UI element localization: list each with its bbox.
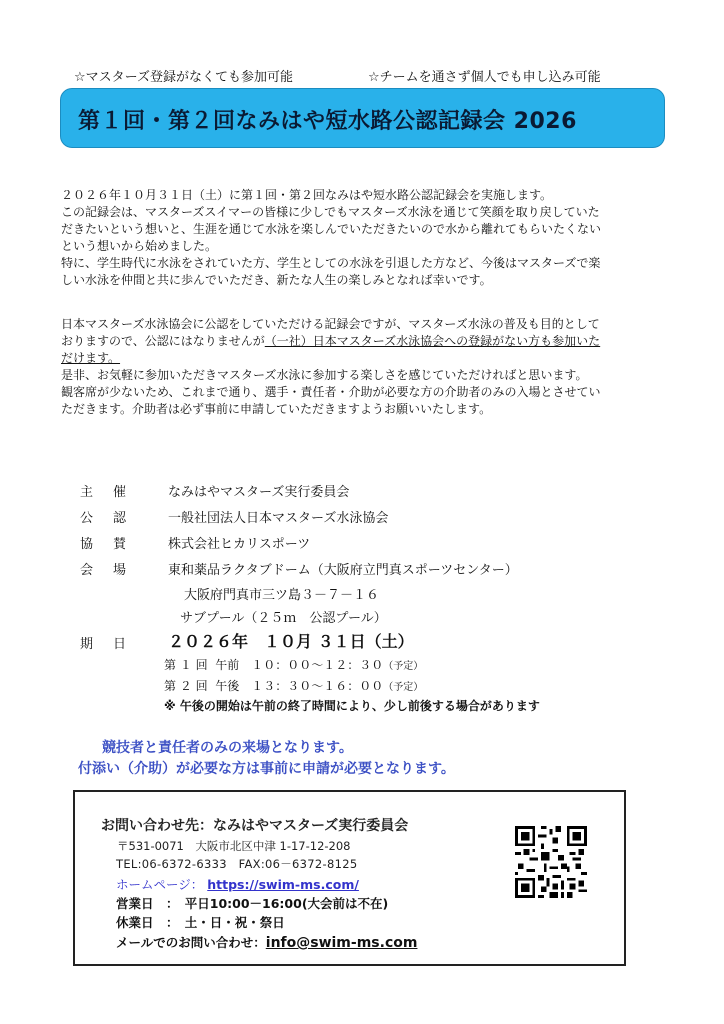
- sponsor-value: 株式会社ヒカリスポーツ: [168, 537, 311, 552]
- contact-hours: 営業日 ： 平日10:00－16:00(大会前は不在): [116, 896, 389, 911]
- contact-postal: 〒531-0071 大阪市北区中津 1-17-12-208: [117, 839, 351, 853]
- page-title: 第１回・第２回なみはや短水路公認記録会 2026: [78, 109, 577, 134]
- host-label: 主催: [80, 485, 126, 500]
- top-note-right: ☆チームを通さず個人でも申し込み可能: [368, 70, 601, 85]
- contact-title: お問い合わせ先：なみはやマスターズ実行委員会: [101, 818, 409, 834]
- schedule-note: ※ 午後の開始は午前の終了時間により、少し前後する場合があります: [164, 699, 540, 713]
- venue-label: 会場: [80, 563, 126, 578]
- contact-closed: 休業日 ： 土・日・祝・祭日: [116, 915, 285, 930]
- venue-value: 東和薬品ラクタブドーム（大阪府立門真スポーツセンター）: [168, 563, 518, 578]
- intro-line: この記録会は、マスターズスイマーの皆様に少しでもマスターズ水泳を通じて笑顔を取り戻していた: [61, 205, 600, 219]
- session-1-planned: （予定）: [383, 661, 424, 672]
- host-value: なみはやマスターズ実行委員会: [168, 485, 350, 500]
- intro-line: ただきます。介助者は必ず事前に申請していただきますようお願いいたします。: [61, 402, 492, 416]
- intro-paragraph-2: [61, 316, 601, 418]
- intro-line: 日本マスターズ水泳協会に公認をしていただける記録会ですが、マスターズ水泳の普及も目的として: [61, 317, 600, 331]
- venue-pool: サブプール（２５ｍ 公認プール）: [180, 611, 387, 626]
- intro-line: だきたいという想いと、生涯を通じて水泳を楽しんでいただきたいので水から離れてもらいたくない: [61, 222, 602, 236]
- contact-phone: TEL:06-6372-6333 FAX:06－6372-8125: [116, 857, 358, 871]
- intro-line: [61, 333, 601, 350]
- intro-line: 特に、学生時代に水泳をされていた方、学生としての水泳を引退した方など、今後はマスターズで楽: [61, 256, 601, 270]
- date-label: 期日: [80, 637, 126, 652]
- notice-line-1: 競技者と責任者のみの来場となります。: [102, 740, 353, 756]
- sponsor-label: 協賛: [80, 537, 126, 552]
- contact-homepage: [116, 875, 359, 893]
- contact-email: [116, 933, 417, 951]
- homepage-link[interactable]: https://swim-ms.com/: [207, 877, 359, 892]
- session-2-name: 第 ２ 回: [164, 679, 208, 693]
- intro-paragraph-1: [61, 187, 601, 289]
- cert-label: 公認: [80, 511, 126, 526]
- intro-line: しい水泳を仲間と共に歩んでいただき、新たな人生の楽しみとなれば幸いです。: [61, 273, 492, 287]
- email-link[interactable]: info@swim-ms.com: [265, 935, 418, 951]
- intro-line: 是非、お気軽に参加いただきマスターズ水泳に参加する楽しさを感じていただければと思います。: [61, 368, 588, 382]
- session-2-time: 午後 １３：３０～１６：００: [215, 679, 384, 693]
- intro-text: おりますので、公認にはなりませんが: [61, 334, 265, 348]
- session-2-planned: （予定）: [383, 682, 424, 693]
- email-label: メールでのお問い合わせ：: [116, 935, 266, 950]
- intro-line: 観客席が少ないため、これまで通り、選手・責任者・介助が必要な方の介助者のみの入場とさせてい: [61, 385, 601, 399]
- session-1: [164, 656, 423, 673]
- event-date: ２０２６年 １０月 ３１日（土）: [168, 632, 414, 651]
- intro-line: という想いから始めました。: [61, 239, 218, 253]
- cert-value: 一般社団法人日本マスターズ水泳協会: [168, 511, 389, 526]
- notice-line-2: 付添い（介助）が必要な方は事前に申請が必要となります。: [78, 761, 455, 777]
- homepage-label: ホームページ：: [116, 877, 204, 892]
- registration-note: （一社）日本マスターズ水泳協会への登録がない方も参加いた: [264, 334, 601, 348]
- venue-address: 大阪府門真市三ツ島３－７－１６: [184, 588, 380, 603]
- session-1-name: 第 １ 回: [164, 658, 208, 672]
- intro-line: ２０２６年１０月３１日（土）に第１回・第２回なみはや短水路公認記録会を実施します。: [61, 188, 553, 202]
- top-note-left: ☆マスターズ登録がなくても参加可能: [74, 70, 294, 85]
- session-2: [164, 677, 423, 694]
- qr-code-icon[interactable]: [515, 826, 587, 898]
- session-1-time: 午前 １０：００～１２：３０: [215, 658, 384, 672]
- intro-line: だけます。: [61, 351, 121, 365]
